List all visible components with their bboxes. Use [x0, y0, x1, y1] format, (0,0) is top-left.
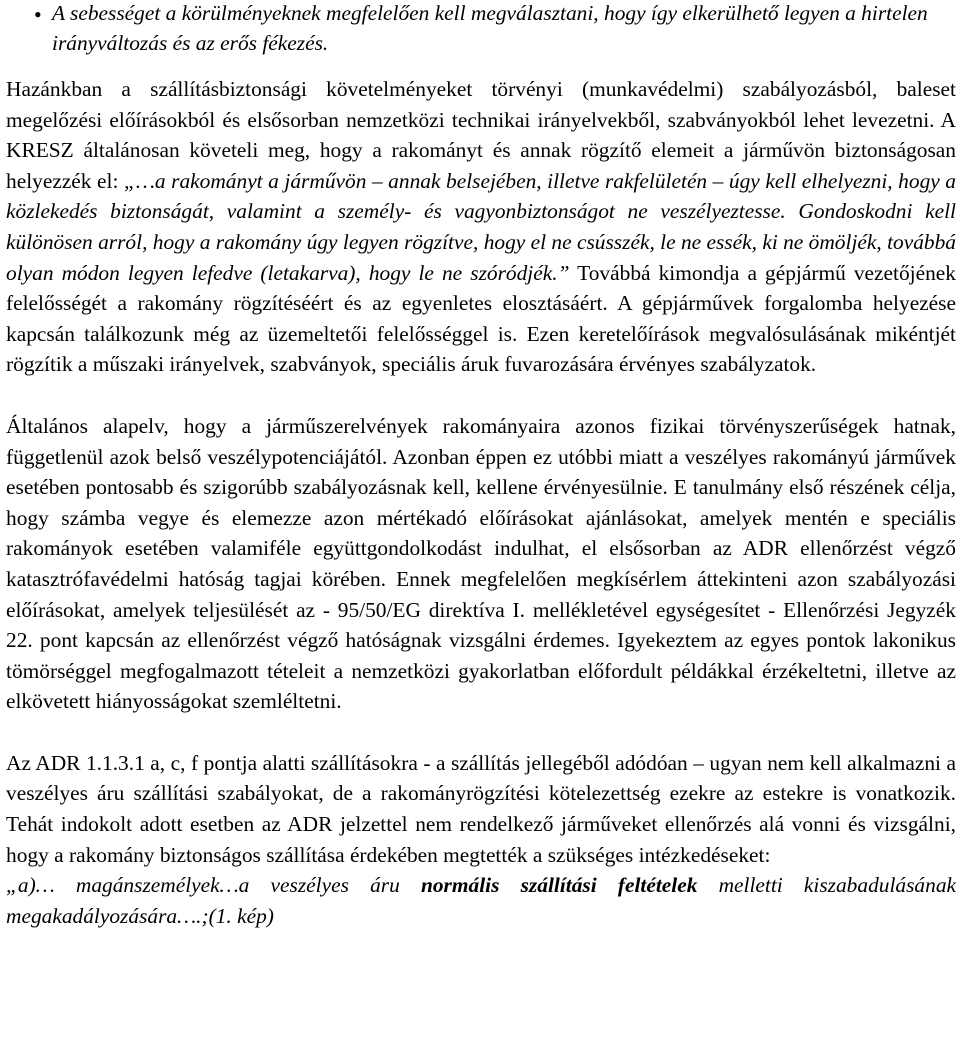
document-page [6, 0, 956, 931]
paragraph-principles: Általános alapelv, hogy a járműszerelvények rakományaira azonos fizikai törvényszerűségek hatnak, függetlenül azok belső veszélypotenciájától. Azonban éppen ez utóbbi miatt a veszélyes rakományú járművek esetében pontosabb és szigorúbb szabályozásnak kell, kellene érvényesülnie. E tanulmány első részének célja, hogy számba vegye és elemezze azon mértékadó előírásokat ajánlásokat, amelyek mentén e speciális rakományok esetében valamiféle együttgondolkodást indulhat, el elsősorban az ADR ellenőrzést végző katasztrófavédelmi hatóság tagjai körében. Ennek megfelelően megkísérlem áttekinteni azon szabályozási előírásokat, amelyek teljesülését az - 95/50/EG direktíva I. mellékletével egységesítet - Ellenőrzési Jegyzék 22. pont kapcsán az ellenőrzést végző hatóságnak vizsgálni érdemes. Igyekeztem az egyes pontok lakonikus tömörséggel megfogalmazott tételeit a nemzetközi gyakorlatban előfordult példákkal érzékeltetni, illetve az elkövetett hiányosságokat szemléltetni. [6, 413, 956, 714]
paragraph-adr [6, 748, 956, 932]
bullet-text: A sebességet a körülményeknek megfelelően kell megválasztani, hogy így elkerülhető legyen a hirtelen irányváltozás és az erős fékezés. [52, 1, 928, 55]
bullet-item [6, 0, 956, 58]
bullet-icon: • [34, 2, 42, 27]
adr-quote-start: „a)… magánszemélyek…a veszélyes áru [6, 873, 421, 898]
paragraph-regulations [6, 74, 956, 380]
adr-quote-end: melletti kiszabadulásának megakadályozására….;(1. kép) [6, 873, 957, 928]
paragraph-adr-text: Az ADR 1.1.3.1 a, c, f pontja alatti szállításokra - a szállítás jellegéből adódóan – ugyan nem kell alkalmazni a veszélyes áru szállítási szabályokat, de a rakományrögzítési kötelezettség ezekre az estekre is vonatkozik. Tehát indokolt adott esetben az ADR jelzettel nem rendelkező járműveket ellenőrzés alá vonni és vizsgálni, hogy a rakomány biztonságos szállítása érdekében megtették a szükséges intézkedéseket: [6, 750, 956, 867]
paragraph-regulations-intro: Hazánkban a szállításbiztonsági követelményeket törvényi (munkavédelmi) szabályozásból, baleset megelőzési előírásokból és elsősorban nemzetközi technikai irányelvekből, szabványokból lehet levezetni. A KRESZ általánosan követeli meg, hogy a rakományt és annak rögzítő elemeit a járművön biztonságosan helyezzék el: [6, 77, 956, 193]
kresz-quote: „…a rakományt a járművön – annak belsejében, illetve rakfelületén – úgy kell elhelyezni, hogy a közlekedés biztonságát, valamint a személy- és vagyonbiztonságot ne veszélyeztesse. Gondoskodni kell különösen arról, hogy a rakomány úgy legyen rögzítve, hogy el ne csússzék, le ne essék, ki ne ömöljék, továbbá olyan módon legyen lefedve (letakarva), hogy le ne szóródjék.” [6, 168, 956, 285]
adr-quote-bold: normális szállítási feltételek [420, 873, 698, 898]
paragraph-regulations-rest: Továbbá kimondja a gépjármű vezetőjének felelősségét a rakomány rögzítéséért és az egyenletes elosztásáért. A gépjárművek forgalomba helyezése kapcsán találkozunk még az üzemeltetői felelősséggel is. Ezen keretelőírások megvalósulásának mikéntjét rögzítik a műszaki irányelvek, szabványok, speciális áruk fuvarozására érvényes szabályzatok. [6, 260, 956, 377]
